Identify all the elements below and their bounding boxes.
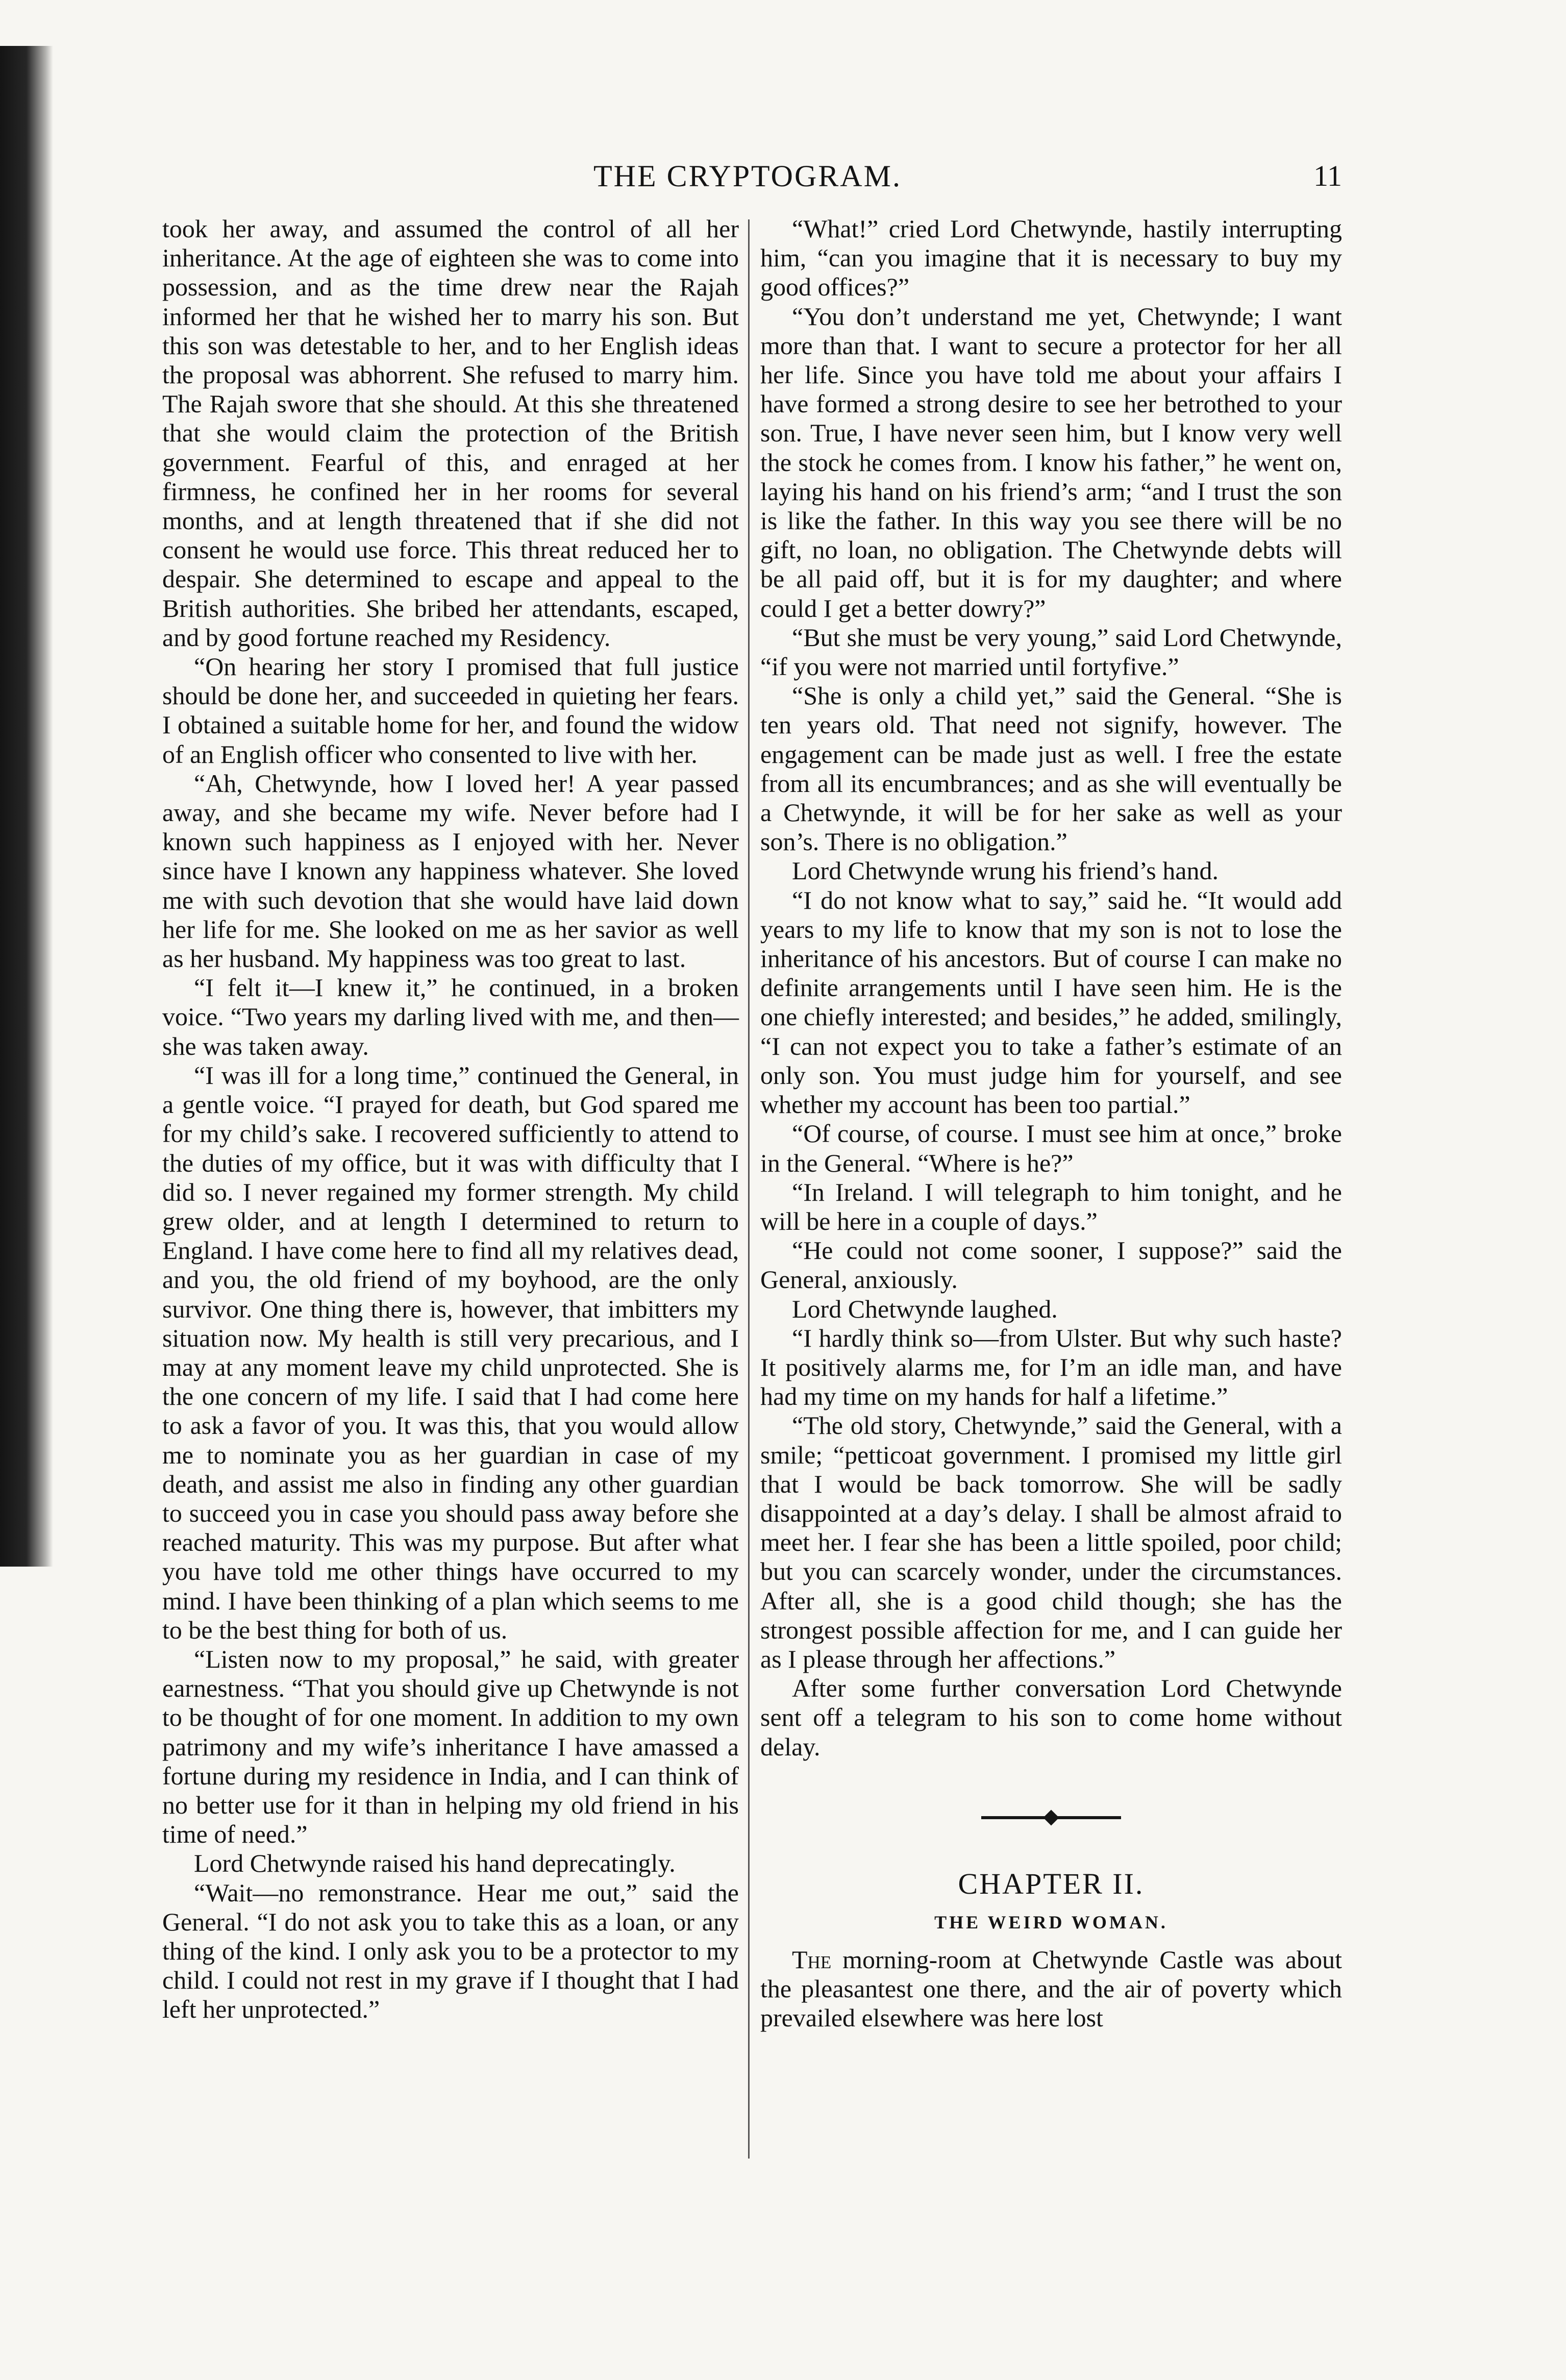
- right-column: [760, 214, 1342, 2032]
- paragraph: “I was ill for a long time,” continued the General, in a gentle voice. “I prayed for death, but God spared me for my child’s sake. I recovered sufficiently to attend to the duties of my office, but it was with difficulty that I did so. I never regained my former strength. My child grew older, and at length I determined to return to England. I have come here to find all my relatives dead, and you, the old friend of my boyhood, are the only survivor. One thing there is, however, that imbitters my situation now. My health is still very precarious, and I may at any moment leave my child unprotected. She is the one concern of my life. I said that I had come here to ask a favor of you. It was this, that you would allow me to nominate you as her guardian in case of my death, and assist me also in finding any other guardian to succeed you in case you should pass away before she reached maturity. This was my purpose. But after what you have told me other things have occurred to my mind. I have been thinking of a plan which seems to me to be the best thing for both of us.: [162, 1060, 739, 1644]
- paragraph: After some further conversation Lord Chetwynde sent off a telegram to his son to come home without delay.: [760, 1674, 1342, 1761]
- chapter-subtitle: THE WEIRD WOMAN.: [934, 1912, 1168, 1932]
- chapter-ornament-rule: [760, 1807, 1342, 1828]
- paragraph: “Of course, of course. I must see him at once,” broke in the General. “Where is he?”: [760, 1119, 1342, 1177]
- chapter-first-word: The: [792, 1945, 832, 1974]
- column-divider: [748, 219, 750, 2159]
- ornament-line: [1055, 1816, 1121, 1819]
- paragraph: “I felt it—I knew it,” he continued, in a broken voice. “Two years my darling lived with me, and then—she was taken away.: [162, 973, 739, 1060]
- paragraph: “In Ireland. I will telegraph to him tonight, and he will be here in a couple of days.”: [760, 1177, 1342, 1235]
- ornament-line: [981, 1816, 1048, 1819]
- paragraph: “I do not know what to say,” said he. “It would add years to my life to know that my son is not to lose the inheritance of his ancestors. But of course I can make no definite arrangements until I have seen him. He is the one chiefly interested; and besides,” he added, smilingly, “I can not expect you to take a father’s estimate of an only son. You must judge him for yourself, and see whether my account has been too partial.”: [760, 885, 1342, 1119]
- paragraph: Lord Chetwynde wrung his friend’s hand.: [792, 856, 1219, 885]
- paragraph: “On hearing her story I promised that full justice should be done her, and succeeded in quieting her fears. I obtained a suitable home for her, and found the widow of an English officer who consented to live with her.: [162, 652, 739, 768]
- left-column: [162, 214, 739, 2024]
- paragraph: “Listen now to my proposal,” he said, with greater earnestness. “That you should give up Chetwynde is not to be thought of for one moment. In addition to my own patrimony and my wife’s inheritance I have amassed a fortune during my residence in India, and I can think of no better use for it than in helping my old friend in his time of need.”: [162, 1644, 739, 1849]
- ornament-diamond-icon: [1043, 1809, 1059, 1825]
- paragraph: “But she must be very young,” said Lord Chetwynde, “if you were not married until fortyfive.”: [760, 623, 1342, 681]
- paragraph: “Ah, Chetwynde, how I loved her! A year passed away, and she became my wife. Never before had I known such happiness as I enjoyed with her. Never since have I known any happiness whatever. She loved me with such devotion that she would have laid down her life for me. She looked on me as her savior as well as her husband. My happiness was too great to last.: [162, 768, 739, 973]
- chapter-heading: CHAPTER II.: [958, 1867, 1145, 1900]
- paragraph: “What!” cried Lord Chetwynde, hastily interrupting him, “can you imagine that it is necessary to buy my good offices?”: [760, 214, 1342, 302]
- scan-page-edge: [0, 46, 53, 1567]
- running-head: [153, 153, 1342, 209]
- page-number: 11: [1313, 159, 1342, 192]
- paragraph: “The old story, Chetwynde,” said the General, with a smile; “petticoat government. I promised my little girl that I would be back tomorrow. She will be sadly disappointed at a day’s delay. I shall be almost afraid to meet her. I fear she has been a little spoiled, poor child; but you can scarcely wonder, under the circumstances. After all, she is a good child though; she has the strongest possible affection for me, and I can guide her as I please through her affections.”: [760, 1411, 1342, 1673]
- chapter-opening-paragraph: [760, 1945, 1342, 2033]
- paragraph: “You don’t understand me yet, Chetwynde; I want more than that. I want to secure a protector for her all her life. Since you have told me about your affairs I have formed a strong desire to see her betrothed to your son. True, I have never seen him, but I know very well the stock he comes from. I know his father,” he went on, laying his hand on his friend’s arm; “and I trust the son is like the father. In this way you see there will be no gift, no loan, no obligation. The Chetwynde debts will be all paid off, but it is for my daughter; and where could I get a better dowry?”: [760, 302, 1342, 623]
- running-title: THE CRYPTOGRAM.: [593, 159, 902, 193]
- paragraph: took her away, and assumed the control of all her inheritance. At the age of eighteen she was to come into possession, and as the time drew near the Rajah informed her that he wished her to marry his son. But this son was detestable to her, and to her English ideas the proposal was abhorrent. She refused to marry him. The Rajah swore that she should. At this she threatened that she would claim the protection of the British government. Fearful of this, and enraged at her firmness, he confined her in her rooms for several months, and at length threatened that if she did not consent he would use force. This threat reduced her to despair. She determined to escape and appeal to the British authorities. She bribed her attendants, escaped, and by good fortune reached my Residency.: [162, 214, 739, 652]
- paragraph: Lord Chetwynde laughed.: [792, 1294, 1058, 1323]
- paragraph: “He could not come sooner, I suppose?” said the General, anxiously.: [760, 1236, 1342, 1294]
- paragraph: “Wait—no remonstrance. Hear me out,” said the General. “I do not ask you to take this as a loan, or any thing of the kind. I only ask you to be a protector to my child. I could not rest in my grave if I thought that I had left her unprotected.”: [162, 1878, 739, 2024]
- paragraph: “She is only a child yet,” said the General. “She is ten years old. That need not signify, however. The engagement can be made just as well. I free the estate from all its encumbrances; and as she will eventually be a Chetwynde, it will be for her sake as well as your son’s. There is no obligation.”: [760, 681, 1342, 856]
- paragraph: Lord Chetwynde raised his hand deprecatingly.: [194, 1849, 676, 1878]
- paragraph: “I hardly think so—from Ulster. But why such haste? It positively alarms me, for I’m an idle man, and have had my time on my hands for half a lifetime.”: [760, 1323, 1342, 1411]
- chapter-opening-text: morning-room at Chetwynde Castle was about the pleasantest one there, and the air of poverty which prevailed elsewhere was here lost: [760, 1945, 1342, 2032]
